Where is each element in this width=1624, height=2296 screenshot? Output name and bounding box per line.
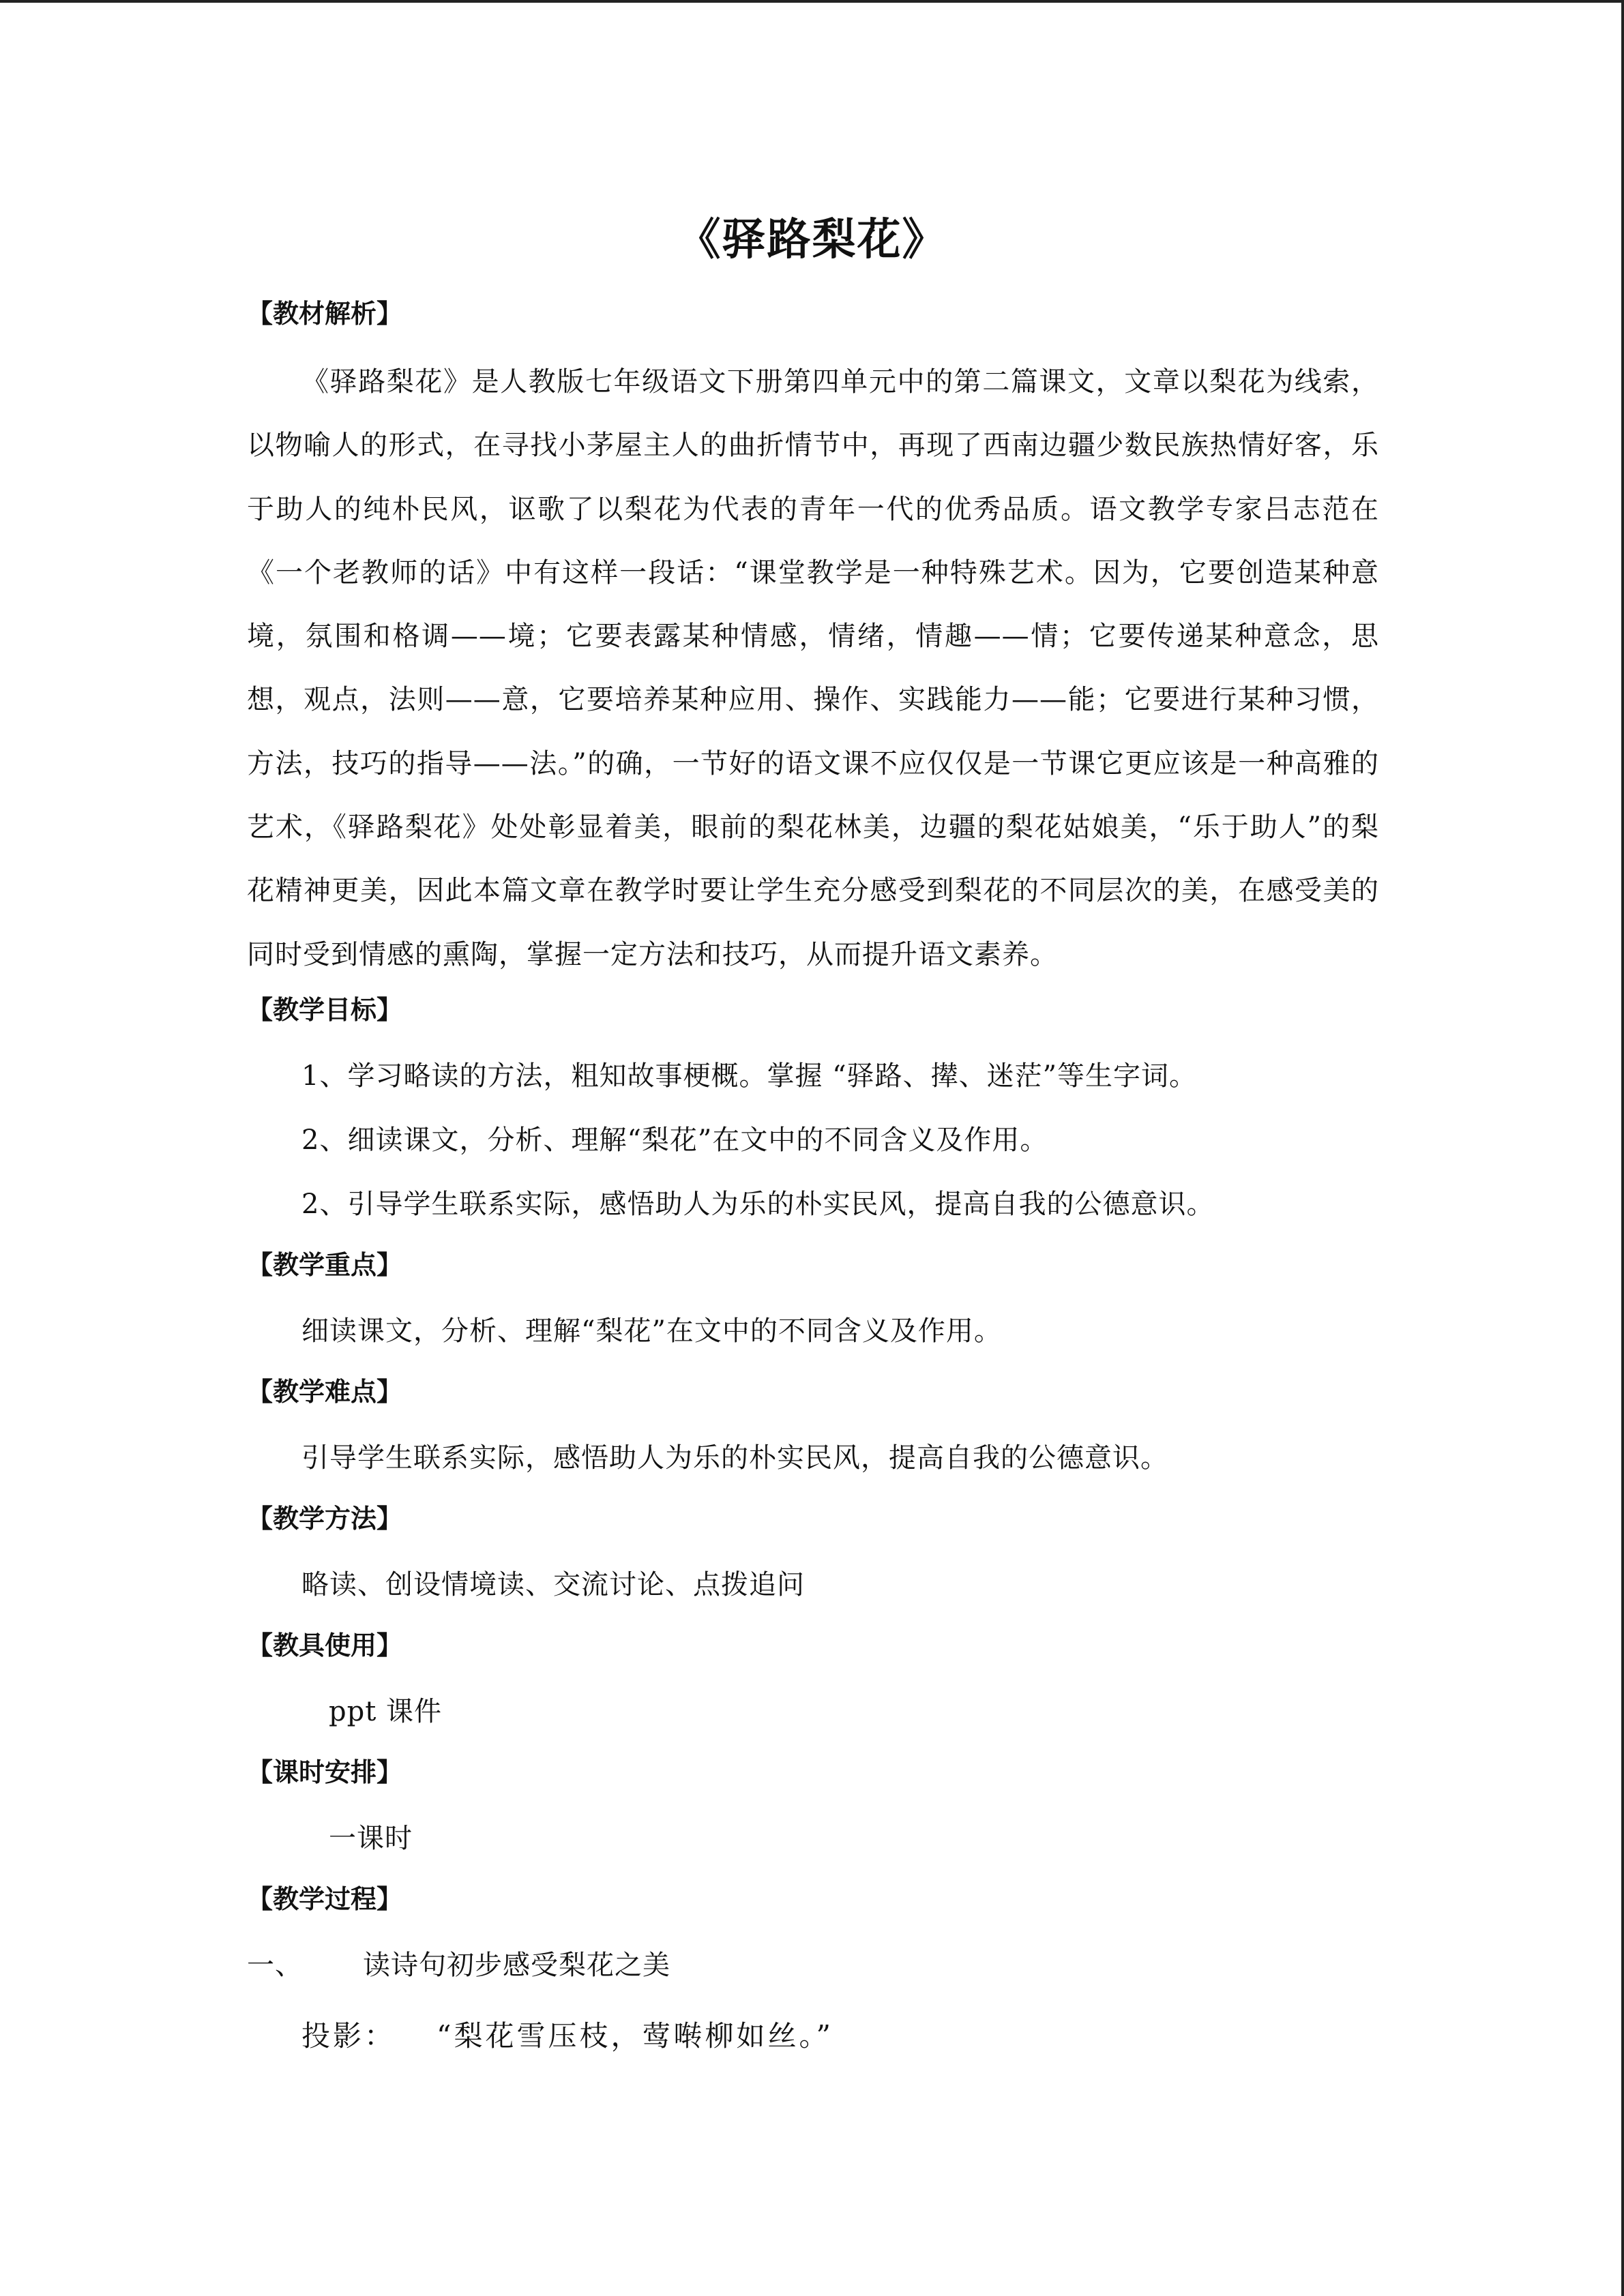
difficulty-text: 引导学生联系实际，感悟助人为乐的朴实民风，提高自我的公德意识。: [301, 1442, 1168, 1474]
key-point-text: 细读课文，分析、理解“梨花”在文中的不同含义及作用。: [301, 1315, 1002, 1347]
projection-quote: “梨花雪压枝，莺啭柳如丝。”: [437, 2018, 833, 2053]
goal-item: 2、引导学生联系实际，感悟助人为乐的朴实民风，提高自我的公德意识。: [301, 1188, 1215, 1220]
process-step: [247, 1941, 1379, 2006]
process-step-number: 一、: [247, 1949, 303, 1981]
process-step-text: 读诗句初步感受梨花之美: [363, 1949, 670, 1981]
goal-item: 1、学习略读的方法，粗知故事梗概。掌握 “驿路、撵、迷茫”等生字词。: [301, 1060, 1198, 1092]
key-point-heading: 【教学重点】: [247, 1249, 403, 1280]
methods-text: 略读、创设情境读、交流讨论、点拨追问: [301, 1568, 805, 1600]
document-title: 《驿路梨花》: [677, 215, 947, 265]
process-heading: 【教学过程】: [247, 1883, 403, 1914]
analysis-heading: 【教材解析】: [247, 299, 403, 329]
schedule-text: 一课时: [329, 1822, 413, 1854]
page-right-border: [1621, 0, 1624, 2296]
tools-text: ppt 课件: [329, 1695, 442, 1727]
difficulty-heading: 【教学难点】: [247, 1376, 403, 1407]
projection-line: [247, 2012, 1379, 2060]
projection-label: 投影：: [301, 2018, 396, 2053]
methods-heading: 【教学方法】: [247, 1503, 403, 1534]
analysis-paragraph: 《驿路梨花》是人教版七年级语文下册第四单元中的第二篇课文，文章以梨花为线索，以物喻人的形式，在寻找小茅屋主人的曲折情节中，再现了西南边疆少数民族热情好客，乐于助人的纯朴民风，讴歌了以梨花为代表的青年一代的优秀品质。语文教学专家吕志范在《一个老教师的话》中有这样一段话：“课堂教学是一种特殊艺术。因为，它要创造某种意境，氛围和格调——境；它要表露某种情感，情绪，情趣——情；它要传递某种意念，思想，观点，法则——意，它要培养某种应用、操作、实践能力——能；它要进行某种习惯，方法，技巧的指导——法。”的确，一节好的语文课不应仅仅是一节课它更应该是一种高雅的艺术，《驿路梨花》处处彰显着美，眼前的梨花林美，边疆的梨花姑娘美，“乐于助人”的梨花精神更美，因此本篇文章在教学时要让学生充分感受到梨花的不同层次的美，在感受美的同时受到情感的熏陶，掌握一定方法和技巧，从而提升语文素养。: [247, 366, 1379, 970]
goals-heading: 【教学目标】: [247, 994, 403, 1025]
page-top-border: [0, 0, 1624, 3]
document-body: [247, 293, 1379, 2060]
schedule-heading: 【课时安排】: [247, 1757, 403, 1787]
goal-item: 2、细读课文，分析、理解“梨花”在文中的不同含义及作用。: [301, 1124, 1048, 1156]
tools-heading: 【教具使用】: [247, 1630, 403, 1660]
